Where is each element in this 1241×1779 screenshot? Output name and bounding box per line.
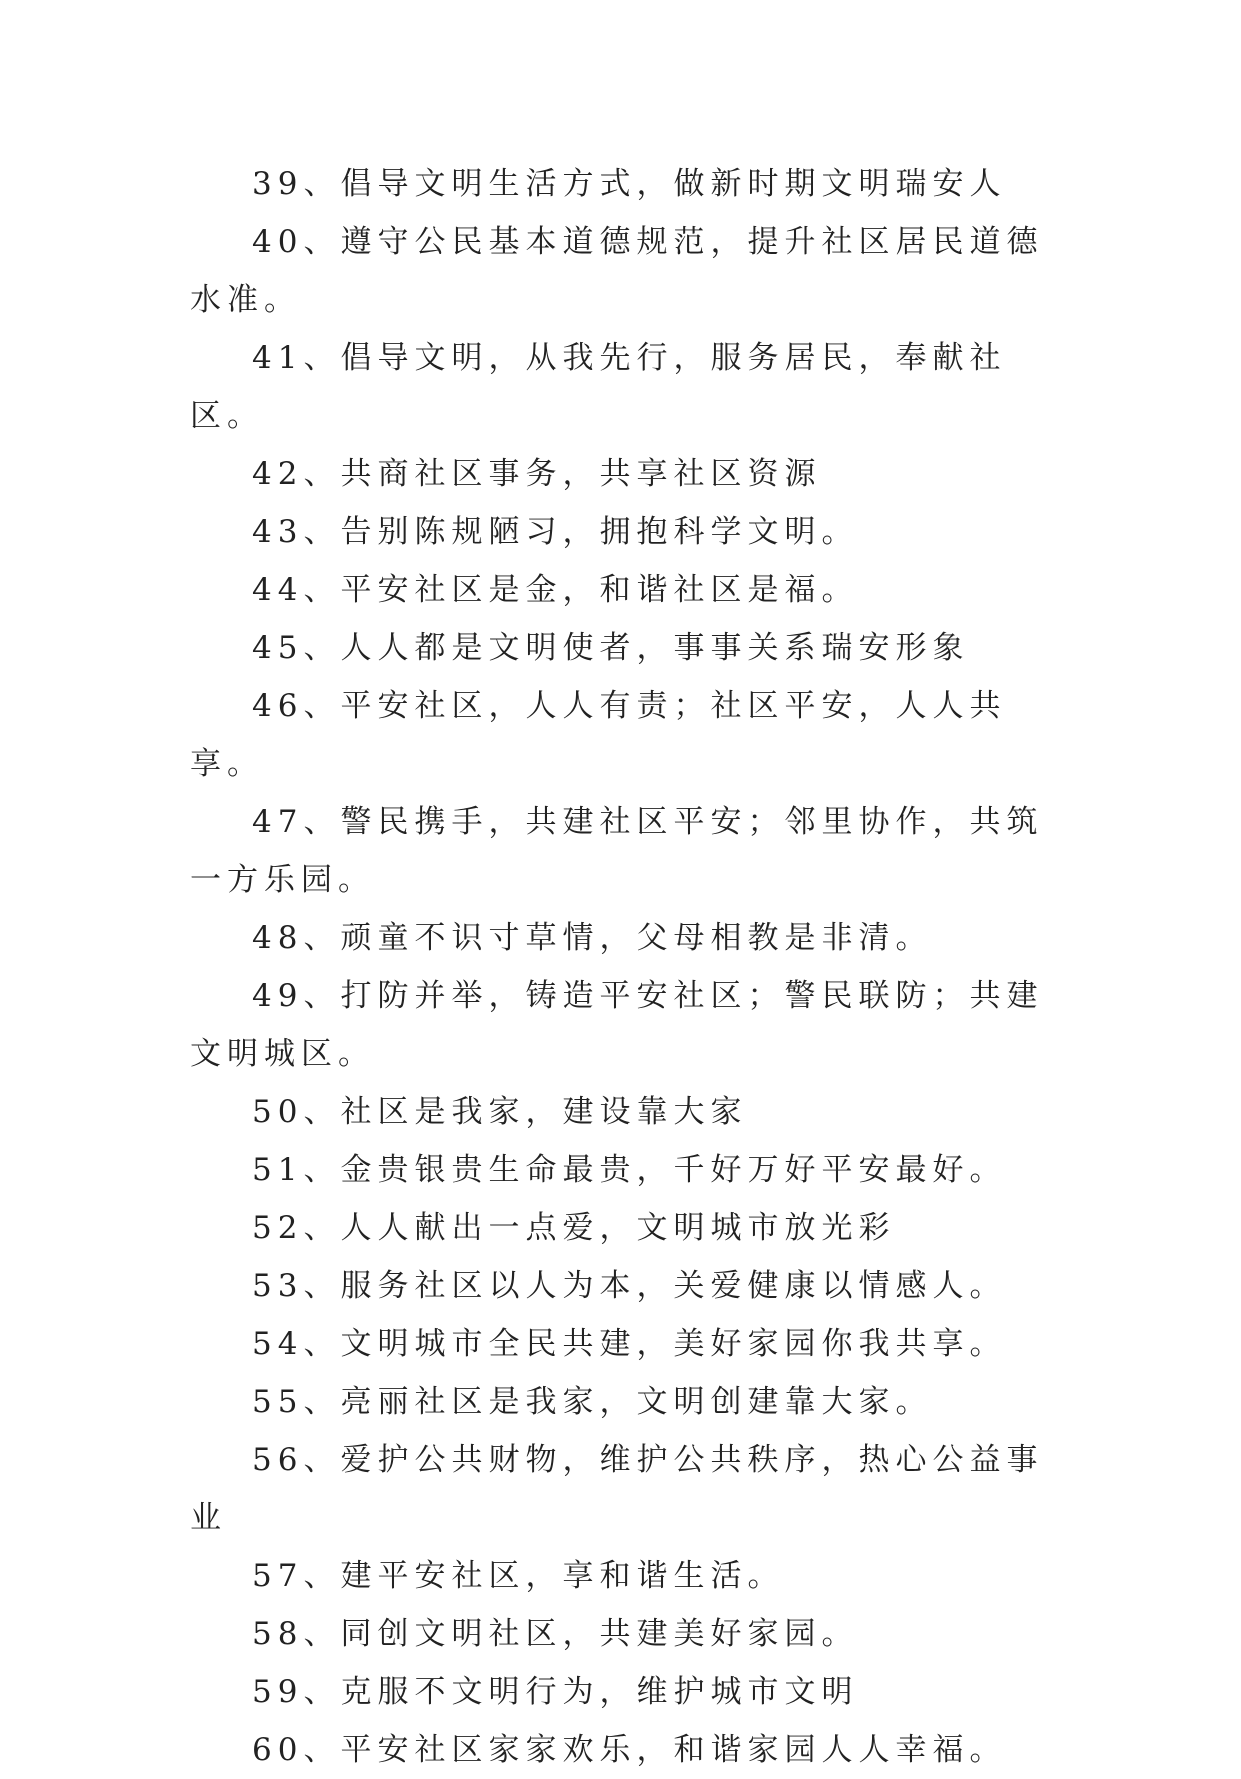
list-item: 48、顽童不识寸草情，父母相教是非清。 xyxy=(252,920,933,956)
list-item: 53、服务社区以人为本，关爱健康以情感人。 xyxy=(252,1268,1007,1304)
list-item: 39、倡导文明生活方式，做新时期文明瑞安人 xyxy=(252,166,1007,202)
list-item: 46、平安社区，人人有责；社区平安，人人共享。 xyxy=(190,688,1007,782)
list-item: 43、告别陈规陋习，拥抱科学文明。 xyxy=(252,514,859,550)
list-item: 59、克服不文明行为，维护城市文明 xyxy=(252,1674,859,1710)
list-item: 56、爱护公共财物，维护公共秩序，热心公益事业 xyxy=(190,1442,1044,1536)
list-item: 45、人人都是文明使者，事事关系瑞安形象 xyxy=(252,630,970,666)
list-item: 55、亮丽社区是我家，文明创建靠大家。 xyxy=(252,1384,933,1420)
list-item: 49、打防并举，铸造平安社区；警民联防；共建文明城区。 xyxy=(190,978,1044,1072)
list-item: 42、共商社区事务，共享社区资源 xyxy=(252,456,822,492)
list-item: 60、平安社区家家欢乐，和谐家园人人幸福。 xyxy=(252,1732,1007,1768)
list-item: 51、金贵银贵生命最贵，千好万好平安最好。 xyxy=(252,1152,1007,1188)
list-item: 40、遵守公民基本道德规范，提升社区居民道德水准。 xyxy=(190,224,1044,318)
list-item: 57、建平安社区，享和谐生活。 xyxy=(252,1558,785,1594)
list-item: 52、人人献出一点爱，文明城市放光彩 xyxy=(252,1210,896,1246)
slogan-list xyxy=(190,155,1050,1779)
list-item: 41、倡导文明，从我先行，服务居民，奉献社区。 xyxy=(190,340,1007,434)
list-item: 44、平安社区是金，和谐社区是福。 xyxy=(252,572,859,608)
list-item: 47、警民携手，共建社区平安；邻里协作，共筑一方乐园。 xyxy=(190,804,1044,898)
list-item: 50、社区是我家，建设靠大家 xyxy=(252,1094,748,1130)
list-item: 58、同创文明社区，共建美好家园。 xyxy=(252,1616,859,1652)
list-item: 54、文明城市全民共建，美好家园你我共享。 xyxy=(252,1326,1007,1362)
